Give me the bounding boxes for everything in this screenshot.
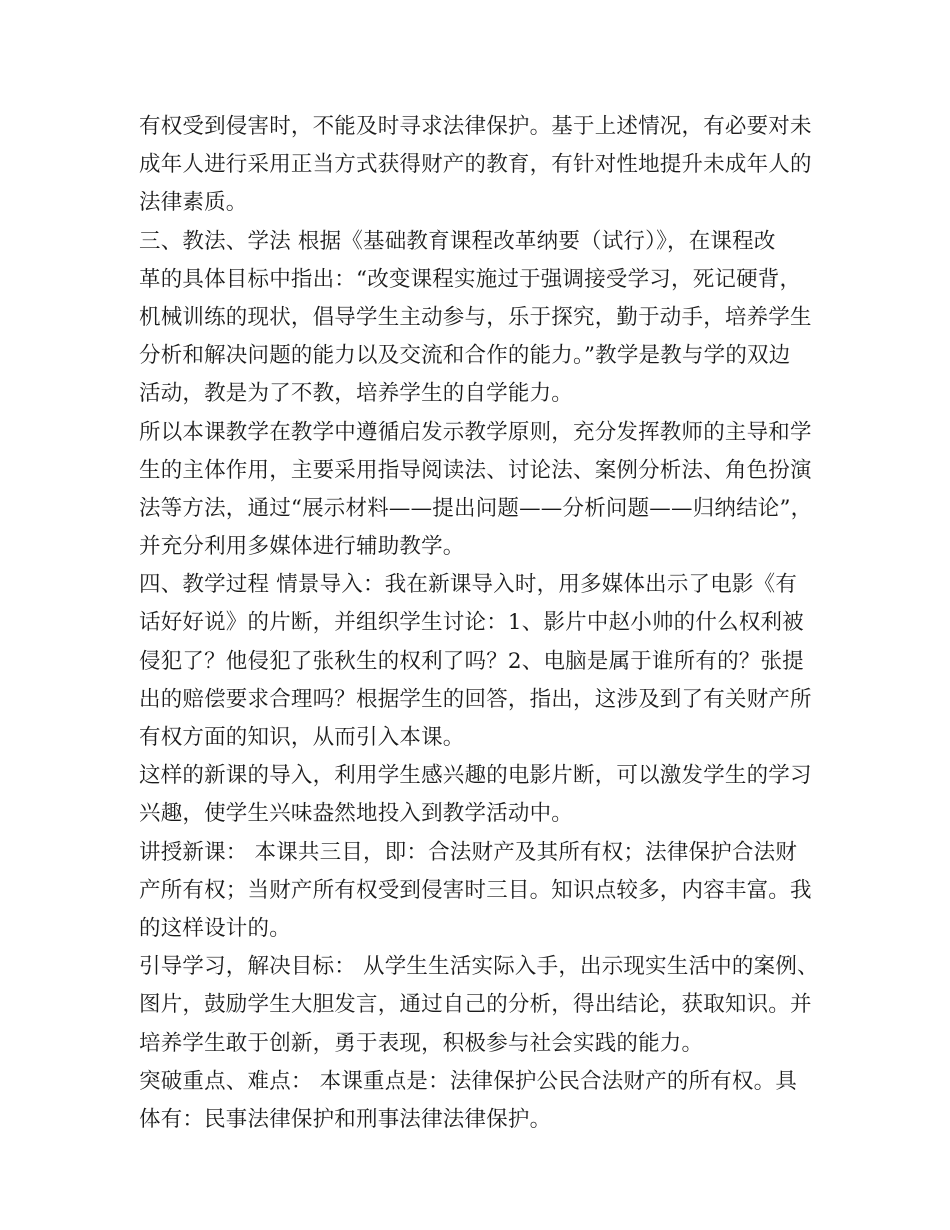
text-line: 引导学习，解决目标： 从学生生活实际入手，出示现实生活中的案例、	[139, 954, 819, 980]
text-line: 讲授新课： 本课共三目，即：合法财产及其所有权；法律保护合法财	[139, 839, 798, 865]
text-line: 活动，教是为了不教，培养学生的自学能力。	[139, 381, 574, 407]
text-line: 的这样设计的。	[139, 915, 291, 941]
text-line: 突破重点、难点： 本课重点是：法律保护公民合法财产的所有权。具	[139, 1068, 798, 1094]
text-line: 兴趣，使学生兴味盎然地投入到教学活动中。	[139, 801, 574, 827]
text-line: 图片，鼓励学生大胆发言，通过自己的分析，得出结论，获取知识。并	[139, 992, 812, 1018]
text-line: 分析和解决问题的能力以及交流和合作的能力。”教学是教与学的双边	[139, 343, 791, 369]
text-line: 革的具体目标中指出：“改变课程实施过于强调接受学习，死记硬背，	[139, 266, 802, 292]
text-line: 有权方面的知识，从而引入本课。	[139, 725, 465, 750]
text-line: 法律素质。	[139, 190, 248, 216]
text-line: 机械训练的现状，倡导学生主动参与，乐于探究，勤于动手，培养学生	[139, 304, 812, 330]
text-line: 培养学生敢于创新，勇于表现，积极参与社会实践的能力。	[139, 1030, 704, 1056]
text-line: 这样的新课的导入，利用学生感兴趣的电影片断，可以激发学生的学习	[139, 763, 812, 789]
text-line: 并充分利用多媒体进行辅助教学。	[139, 534, 465, 560]
text-line: 三、教法、学法 根据《基础教育课程改革纳要（试行）》，在课程改	[139, 228, 776, 254]
text-line: 产所有权；当财产所有权受到侵害时三目。知识点较多，内容丰富。我	[139, 877, 812, 903]
text-line: 侵犯了？他侵犯了张秋生的权利了吗？2、电脑是属于谁所有的？张提	[139, 648, 804, 674]
text-line: 体有：民事法律保护和刑事法律法律保护。	[139, 1106, 552, 1132]
document-body	[139, 108, 819, 1139]
text-line: 成年人进行采用正当方式获得财产的教育，有针对性地提升未成年人的	[139, 152, 812, 178]
text-line: 所以本课教学在教学中遵循启发示教学原则，充分发挥教师的主导和学	[139, 419, 812, 445]
text-line: 出的赔偿要求合理吗？根据学生的回答，指出，这涉及到了有关财产所	[139, 686, 812, 712]
text-line: 四、教学过程 情景导入：我在新课导入时，用多媒体出示了电影《有	[139, 572, 798, 598]
text-line: 有权受到侵害时，不能及时寻求法律保护。基于上述情况，有必要对未	[139, 114, 812, 139]
text-line: 法等方法，通过“展示材料——提出问题——分析问题——归纳结论”，	[139, 495, 813, 521]
text-line: 话好好说》的片断，并组织学生讨论：1、影片中赵小帅的什么权利被	[139, 610, 804, 636]
text-line: 生的主体作用，主要采用指导阅读法、讨论法、案例分析法、角色扮演	[139, 457, 812, 483]
